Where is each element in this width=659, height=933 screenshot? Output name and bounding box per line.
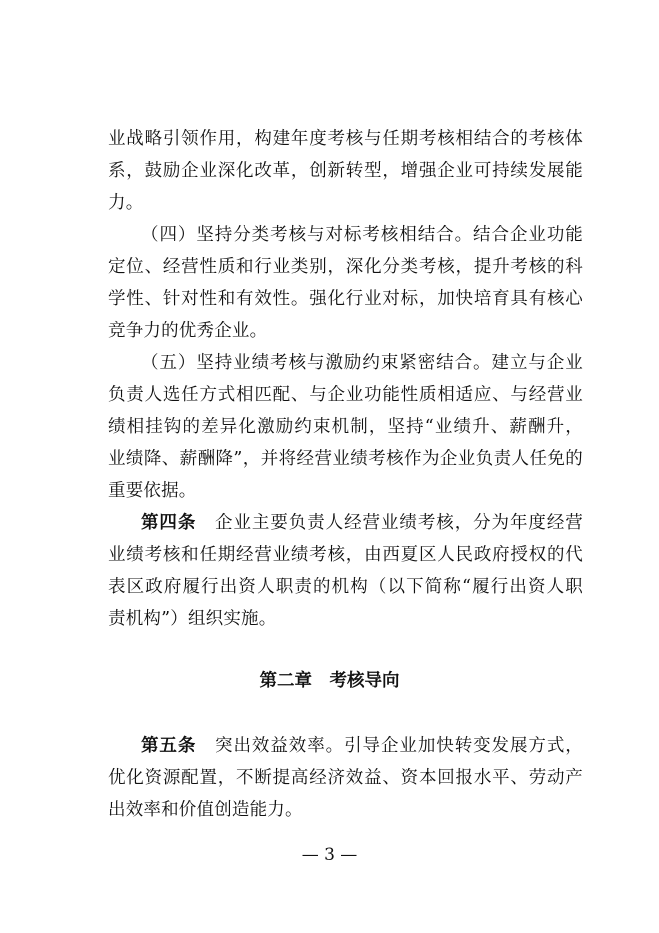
chapter-heading: 第二章 考核导向: [259, 671, 400, 691]
paragraph-line: 力。: [108, 193, 144, 213]
paragraph-line: 业绩考核和任期经营业绩考核，由西夏区人民政府授权的代: [108, 545, 583, 565]
paragraph-line: 系，鼓励企业深化改革，创新转型，增强企业可持续发展能: [108, 161, 583, 181]
article-4-label: 第四条: [141, 513, 197, 533]
paragraph-line: 优化资源配置，不断提高经济效益、资本回报水平、劳动产: [108, 768, 583, 788]
article-4-first-line: [141, 510, 583, 536]
article-5-text: 突出效益效率。引导企业加快转变发展方式，: [214, 736, 583, 756]
paragraph-line: 业战略引领作用，构建年度考核与任期考核相结合的考核体: [108, 129, 583, 149]
paragraph-line: 重要依据。: [108, 481, 197, 501]
page-number: — 3 —: [301, 845, 358, 865]
paragraph-line: （五）坚持业绩考核与激励约束紧密结合。建立与企业: [141, 353, 583, 373]
paragraph-line: （四）坚持分类考核与对标考核相结合。结合企业功能: [141, 225, 583, 245]
paragraph-line: 责机构”）组织实施。: [108, 609, 277, 629]
paragraph-line: 定位、经营性质和行业类别，深化分类考核，提升考核的科: [108, 257, 583, 277]
paragraph-line: 业绩降、薪酬降”，并将经营业绩考核作为企业负责人任免的: [108, 449, 583, 469]
article-5-label: 第五条: [141, 736, 197, 756]
article-4-text: 企业主要负责人经营业绩考核，分为年度经营: [214, 513, 583, 533]
article-5-first-line: [141, 733, 583, 759]
paragraph-line: 竞争力的优秀企业。: [108, 321, 268, 341]
paragraph-line: 出效率和价值创造能力。: [108, 800, 303, 820]
paragraph-line: 学性、针对性和有效性。强化行业对标，加快培育具有核心: [108, 289, 583, 309]
paragraph-line: 负责人选任方式相匹配、与企业功能性质相适应、与经营业: [108, 385, 583, 405]
paragraph-line: 绩相挂钩的差异化激励约束机制，坚持“业绩升、薪酬升，: [108, 417, 583, 437]
paragraph-line: 表区政府履行出资人职责的机构（以下简称“履行出资人职: [108, 577, 583, 597]
